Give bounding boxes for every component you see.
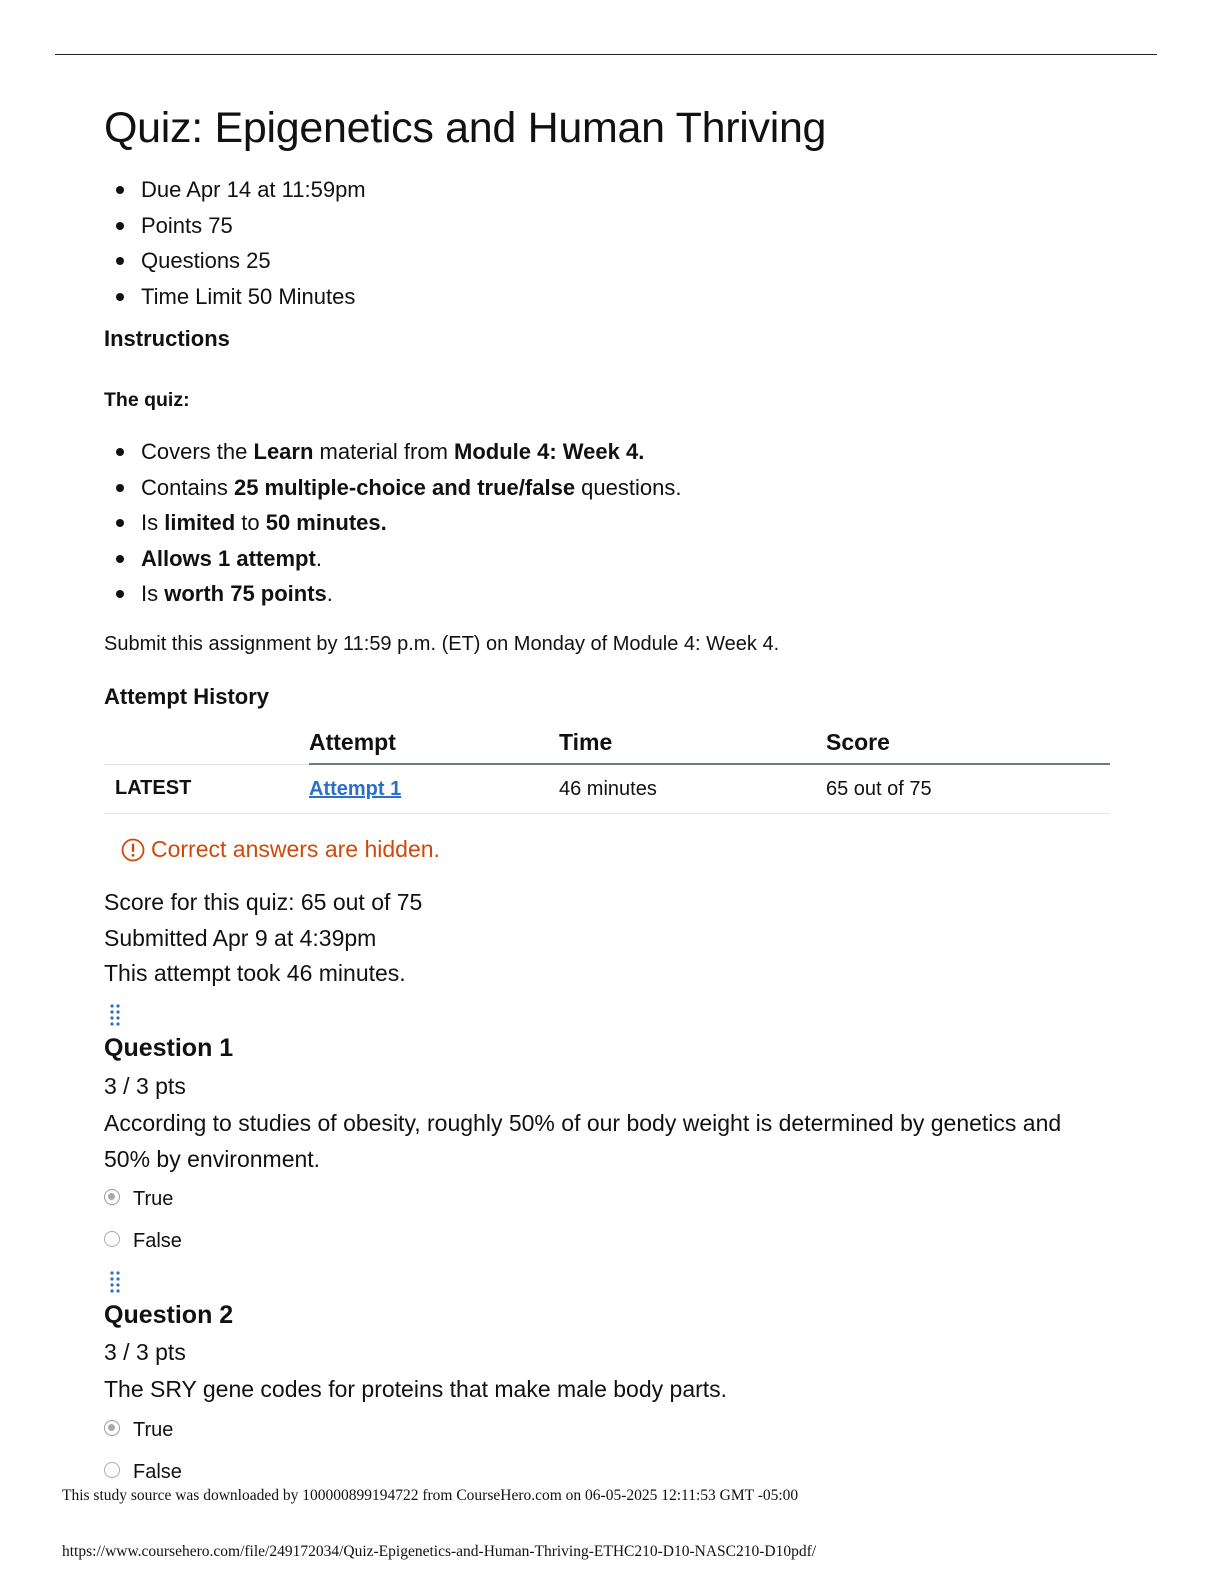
warning-circle-icon (121, 838, 145, 862)
question-2-answer-true[interactable] (104, 1419, 173, 1442)
column-header-label (104, 721, 309, 764)
instruction-text: to (235, 510, 266, 535)
radio-button[interactable] (104, 1231, 120, 1247)
instruction-emphasis: Allows 1 attempt (141, 545, 316, 571)
quiz-meta-list (104, 172, 366, 314)
instructions-subheading: The quiz: (104, 389, 190, 411)
instruction-item (104, 505, 681, 541)
score-summary: Score for this quiz: 65 out of 75 (104, 889, 423, 915)
instruction-item (104, 434, 681, 470)
attempt-cell (309, 764, 559, 814)
answer-label: True (133, 1188, 174, 1210)
instruction-text: material from (313, 439, 455, 464)
question-2-points: 3 / 3 pts (104, 1339, 186, 1365)
instruction-text: Contains (141, 474, 234, 500)
source-url[interactable]: https://www.coursehero.com/file/249172034/Quiz-Epigenetics-and-Human-Thriving-ETHC210-D10-NASC210-D10pdf/ (62, 1543, 817, 1560)
radio-button-selected[interactable] (104, 1420, 120, 1436)
duration-summary: This attempt took 46 minutes. (104, 960, 406, 986)
instruction-item (104, 576, 681, 612)
instruction-text: . (315, 545, 322, 571)
column-header-score: Score (826, 721, 1110, 764)
radio-button[interactable] (104, 1462, 120, 1478)
instruction-item (104, 541, 681, 577)
drag-handle-icon[interactable] (108, 1003, 122, 1027)
question-1-answer-true[interactable] (104, 1188, 173, 1211)
instruction-emphasis: worth 75 points (164, 581, 327, 606)
attempt-1-link[interactable]: Attempt 1 (309, 777, 402, 800)
question-1-answer-false[interactable] (104, 1230, 182, 1253)
answer-label: False (133, 1230, 182, 1252)
attempt-history-table (104, 721, 1110, 814)
quiz-summary (104, 885, 422, 992)
question-1-title: Question 1 (104, 1034, 234, 1062)
meta-points: Points 75 (104, 208, 366, 244)
instructions-list (104, 434, 681, 612)
instructions-heading: Instructions (104, 326, 230, 351)
attempt-score: 65 out of 75 (826, 764, 1110, 814)
radio-button-selected[interactable] (104, 1189, 120, 1205)
instruction-emphasis: limited (164, 510, 236, 535)
instruction-text: Is (141, 581, 165, 606)
instruction-emphasis: 50 minutes. (265, 510, 387, 535)
answer-label: True (133, 1419, 174, 1441)
attempt-time: 46 minutes (559, 764, 826, 814)
answers-hidden-alert (121, 836, 440, 863)
attempt-history-heading: Attempt History (104, 684, 270, 709)
page-title: Quiz: Epigenetics and Human Thriving (104, 104, 827, 152)
meta-time-limit: Time Limit 50 Minutes (104, 279, 366, 315)
column-header-time: Time (559, 721, 826, 764)
table-row (104, 764, 1110, 814)
instruction-text: Is (141, 510, 165, 535)
instruction-text: Covers the (141, 439, 254, 464)
instruction-item (104, 470, 681, 506)
question-1-points: 3 / 3 pts (104, 1073, 186, 1099)
alert-text: Correct answers are hidden. (151, 836, 440, 862)
instruction-text: questions. (575, 474, 682, 500)
question-1-text: According to studies of obesity, roughly 50% of our body weight is determined by genetics and 50% by environment. (104, 1110, 1062, 1172)
meta-due: Due Apr 14 at 11:59pm (104, 172, 366, 208)
top-divider (55, 54, 1157, 55)
drag-handle-icon[interactable] (108, 1270, 122, 1294)
instruction-emphasis: Module 4: Week 4. (454, 439, 645, 464)
submit-note: Submit this assignment by 11:59 p.m. (ET) on Monday of Module 4: Week 4. (104, 633, 780, 655)
question-2-answer-false[interactable] (104, 1461, 182, 1484)
question-2-title: Question 2 (104, 1301, 234, 1329)
instruction-text: . (326, 581, 333, 606)
instruction-emphasis: 25 multiple-choice and true/false (233, 474, 576, 500)
submitted-summary: Submitted Apr 9 at 4:39pm (104, 924, 377, 951)
download-notice: This study source was downloaded by 100000899194722 from CourseHero.com on 06-05-2025 12:11:53 GMT -05:00 (62, 1487, 799, 1504)
latest-label: LATEST (104, 764, 309, 814)
meta-questions: Questions 25 (104, 243, 366, 279)
column-header-attempt: Attempt (309, 721, 559, 764)
question-2-text: The SRY gene codes for proteins that make male body parts. (104, 1376, 728, 1402)
instruction-emphasis: Learn (253, 439, 314, 464)
table-header-row (104, 721, 1110, 764)
answer-label: False (133, 1461, 182, 1483)
